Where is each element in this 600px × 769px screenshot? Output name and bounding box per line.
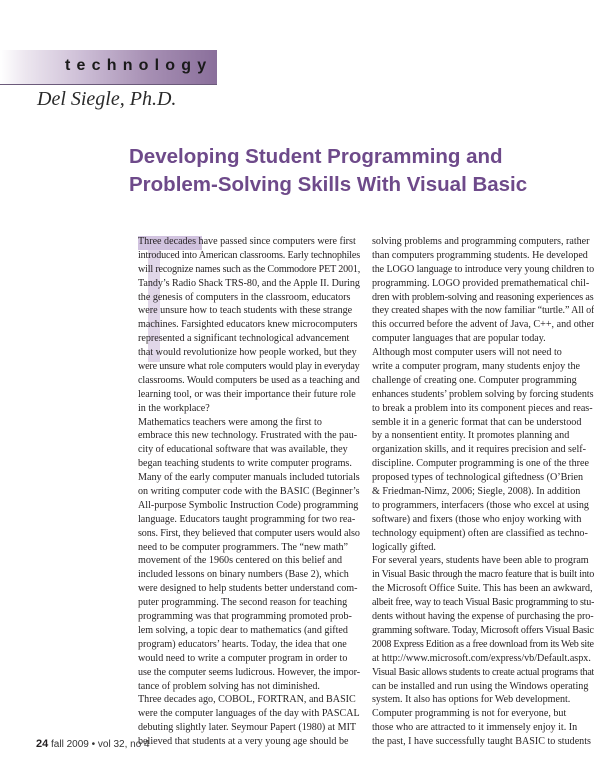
- body-text-line: Three decades ago, COBOL, FORTRAN, and BASIC: [138, 694, 356, 706]
- body-text-line: proposed types of technological giftedness (O’Brien: [372, 472, 584, 484]
- left-column: [138, 235, 360, 749]
- body-text-line: technology equipment) often are classified as techno-: [372, 527, 588, 539]
- body-text-line: Although most computer users will not need to: [372, 347, 562, 359]
- body-text-line: gramming software. Today, Microsoft offers Visual Basic: [372, 624, 594, 636]
- body-text-line: enhances students’ problem solving by forcing students: [372, 388, 594, 400]
- body-text-line: represented a significant technological advancement: [138, 333, 350, 345]
- title-line: Developing Student Programming and: [129, 145, 503, 168]
- right-column: [372, 235, 594, 749]
- body-text-line: dren with problem-solving and reasoning experiences as: [372, 291, 594, 303]
- body-text-line: solving problems and programming computers, rather: [372, 236, 590, 247]
- body-text-line: Three decades have passed since computers were first: [138, 236, 356, 247]
- body-text-line: need to be computer programmers. The “new math”: [138, 541, 349, 553]
- body-text-line: in the workplace?: [138, 402, 210, 414]
- body-text-line: use the computer seems ludicrous. However, the impor-: [138, 666, 360, 678]
- body-text-line: debuting slightly later. Seymour Papert (1980) at MIT: [138, 722, 357, 734]
- body-text-line: introduced into American classrooms. Early technophiles: [138, 249, 360, 261]
- body-text-line: machines. Farsighted educators knew microcomputers: [138, 319, 358, 331]
- page-number: 24: [36, 738, 49, 750]
- body-text-line: language. Educators taught programming for two rea-: [138, 513, 356, 525]
- body-text-line: than computers programming students. He developed: [372, 249, 588, 261]
- body-text-line: the LOGO language to introduce very young children to: [372, 263, 594, 275]
- body-text-line: write a computer program, many students enjoy the: [372, 361, 580, 373]
- body-text-line: those who are attracted to it immensely enjoy it. In: [372, 722, 578, 734]
- body-text-line: in Visual Basic through the macro feature that is built into: [372, 569, 594, 581]
- body-text-line: challenge of creating one. Computer programming: [372, 374, 577, 386]
- body-text-line: this occurred before the advent of Java, C++, and other: [372, 319, 594, 331]
- body-text-line: & Friedman-Nimz, 2006; Siegle, 2008). In addition: [372, 486, 581, 498]
- body-text-line: semble it in a generic format that can be understood: [372, 416, 582, 428]
- body-text-line: were designed to help students better understand com-: [138, 583, 358, 595]
- body-text-line: on writing computer code with the BASIC (Beginner’s: [138, 486, 360, 498]
- body-text-line: Visual Basic allows students to create actual programs that: [372, 666, 594, 678]
- issue-info: fall 2009 • vol 32, no 4: [51, 739, 150, 750]
- body-text-line: will recognize names such as the Commodore PET 2001,: [138, 263, 360, 275]
- body-text-line: sons. First, they believed that computer users would also: [138, 527, 360, 539]
- body-text-line: albeit free, way to teach Visual Basic programming to stu-: [372, 597, 594, 609]
- body-text-line: discipline. Computer programming is one of the three: [372, 458, 589, 470]
- body-text-line: city of educational software that was available, they: [138, 444, 348, 456]
- body-text-line: the past, I have successfully taught BASIC to students: [372, 736, 591, 748]
- body-text-line: the Microsoft Office Suite. This has been an awkward,: [372, 583, 593, 595]
- body-text-line: 2008 Express Edition as a free download from its Web site: [372, 638, 594, 650]
- title-line: Problem-Solving Skills With Visual Basic: [129, 173, 528, 196]
- body-text-line: were unsure what role computers would play in everyday: [138, 361, 360, 373]
- body-text-line: lem solving, a topic dear to mathematics (and gifted: [138, 624, 348, 636]
- body-text-line: dents without having the expense of purchasing the pro-: [372, 611, 594, 623]
- body-text-line: system. It also has options for Web development.: [372, 694, 571, 706]
- author-name: Del Siegle, Ph.D.: [37, 88, 177, 110]
- body-text-line: included lessons on binary numbers (Base 2), which: [138, 569, 349, 581]
- body-text-line: classrooms. Would computers be used as a teaching and: [138, 374, 360, 386]
- body-text-line: puter programming. The second reason for teaching: [138, 597, 348, 609]
- body-text-line: Tandy’s Radio Shack TRS-80, and the Apple II. During: [138, 277, 360, 289]
- body-text-line: program) educators’ hearts. Today, the idea that one: [138, 638, 347, 650]
- banner-rule: [0, 84, 217, 85]
- body-text-line: movement of the 1960s centered on this belief and: [138, 555, 343, 567]
- body-text-line: programming was that programming promoted prob-: [138, 611, 352, 623]
- body-text-line: logically gifted.: [372, 541, 436, 553]
- body-text-line: Computer programming is not for everyone, but: [372, 708, 567, 720]
- body-text-line: that would revolutionize how people worked, but they: [138, 347, 357, 359]
- body-text-line: the genesis of computers in the classroom, educators: [138, 291, 351, 303]
- body-text-line: Many of the early computer manuals included tutorials: [138, 472, 360, 484]
- body-text-line: programming. LOGO provided premathematical chil-: [372, 277, 590, 289]
- body-text-line: tance of problem solving has not diminished.: [138, 680, 320, 692]
- body-text-line: were the computer languages of the day with PASCAL: [138, 708, 360, 720]
- body-text-line: were unsure how to teach students with these strange: [138, 305, 353, 317]
- body-text-line: to programmers, interfacers (those who excel at using: [372, 499, 589, 511]
- section-label: technology: [65, 57, 213, 74]
- body-text-line: began teaching students to write computer programs.: [138, 458, 352, 470]
- body-text-line: by a nonsentient entity. It promotes planning and: [372, 430, 570, 442]
- body-text-line: Mathematics teachers were among the first to: [138, 416, 322, 428]
- body-text-line: can be installed and run using the Windows operating: [372, 680, 589, 692]
- page-footer: [36, 738, 150, 750]
- body-text-line: believed that students at a very young age should be: [138, 736, 349, 748]
- body-text-line: computer languages that are popular today.: [372, 333, 546, 345]
- article-title: [129, 143, 569, 199]
- body-text-line: learning tool, or was their importance their future role: [138, 388, 356, 400]
- body-text-line: embrace this new technology. Frustrated with the pau-: [138, 430, 358, 442]
- body-text-line: at http://www.microsoft.com/express/vb/Default.aspx.: [372, 652, 591, 664]
- body-text-line: For several years, students have been able to program: [372, 555, 589, 567]
- body-text-line: software) and fixers (those who enjoy working with: [372, 513, 582, 525]
- body-text-line: All-purpose Symbolic Instruction Code) programming: [138, 499, 359, 511]
- body-text-line: to break a problem into its component pieces and reas-: [372, 402, 593, 414]
- body-text-line: organization skills, and it requires precision and self-: [372, 444, 586, 456]
- body-text-line: they created shapes with the now familiar “turtle.” All of: [372, 305, 594, 317]
- body-text-line: would need to write a computer program in order to: [138, 652, 348, 664]
